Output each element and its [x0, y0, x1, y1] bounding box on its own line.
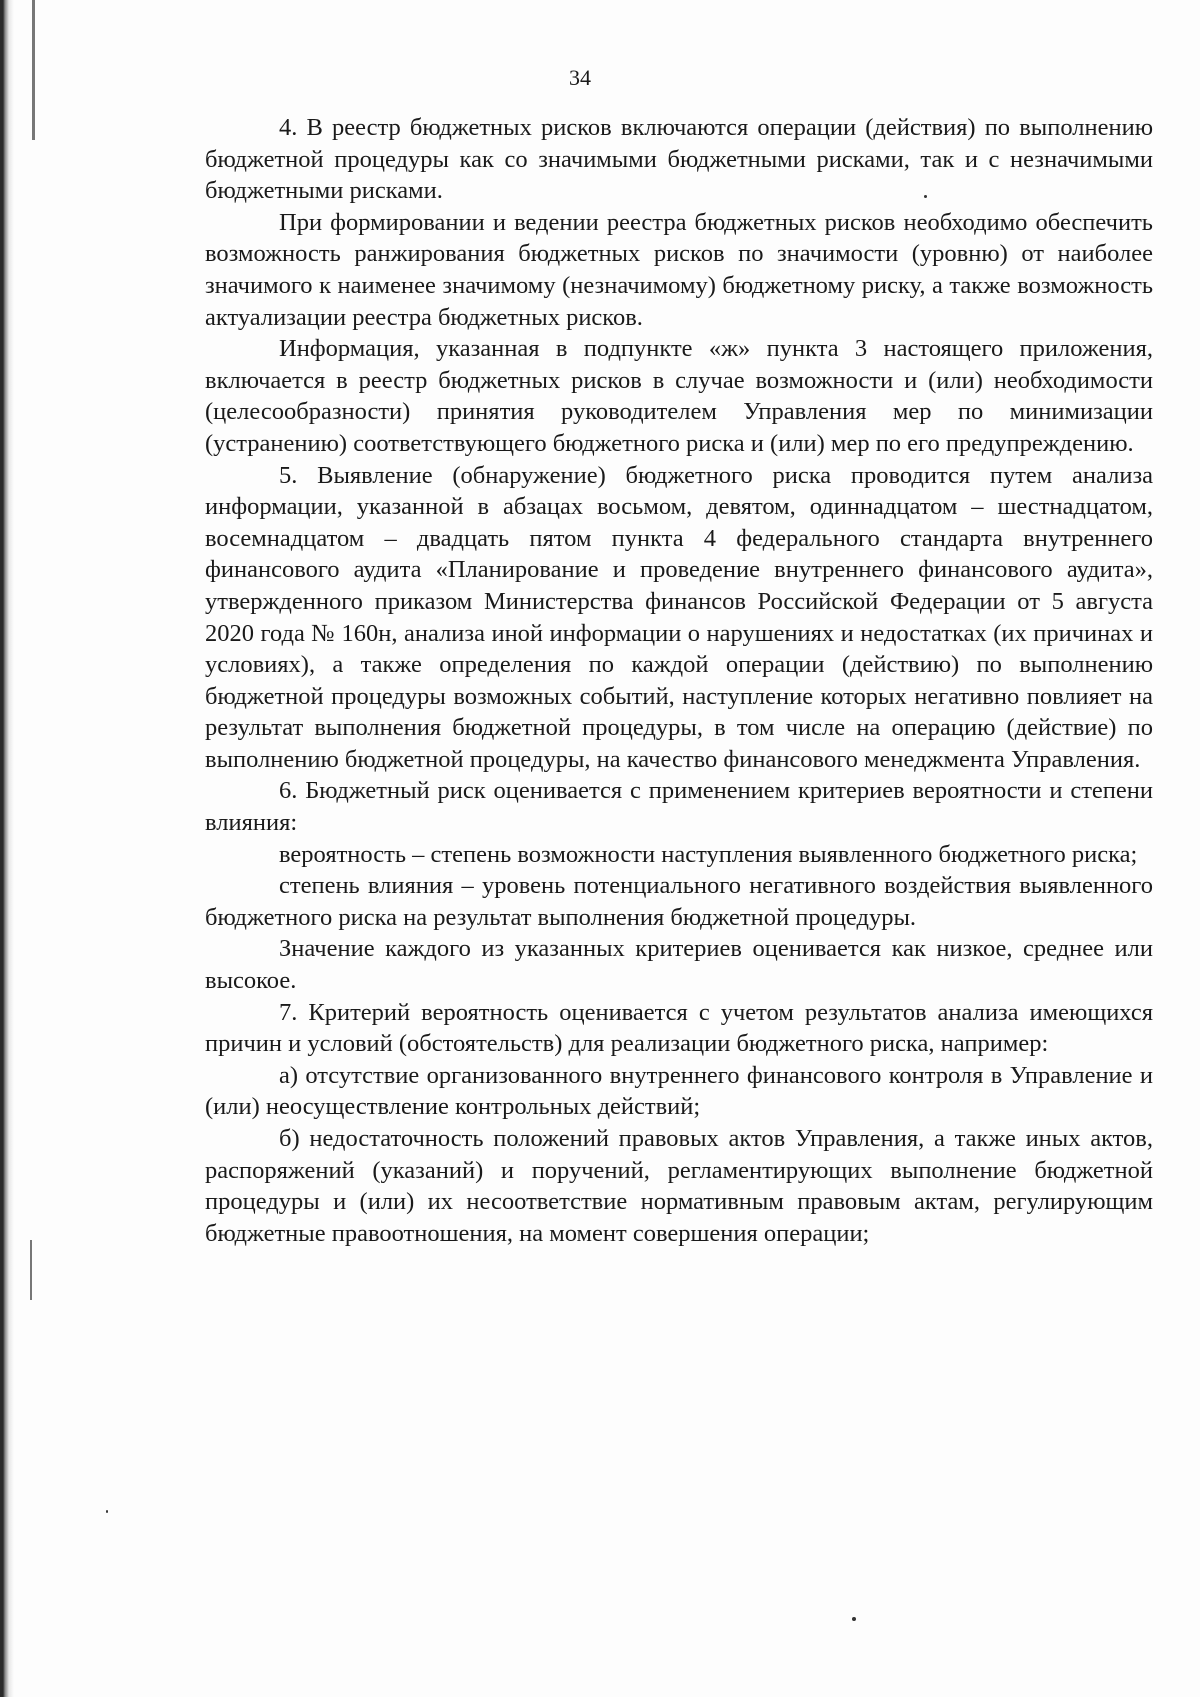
- paragraph: 7. Критерий вероятность оценивается с учетом результатов анализа имеющихся причин и условий (обстоятельств) для реализации бюджетного риска, например:: [205, 998, 1153, 1058]
- paragraph: Значение каждого из указанных критериев оценивается как низкое, среднее или высокое.: [205, 935, 1153, 995]
- paragraph: 5. Выявление (обнаружение) бюджетного риска проводится путем анализа информации, указанной в абзацах восьмом, девятом, одиннадцатом – шестнадцатом, восемнадцатом – двадцать пятом пункта 4 федерального стандарта внутреннего финансового аудита «Планирование и проведение внутреннего финансового аудита», утвержденного приказом Министерства финансов Российской Федерации от 5 августа 2020 года № 160н, анализа иной информации о нарушениях и недостатках (их причинах и условиях), а также определения по каждой операции (действию) по выполнению бюджетной процедуры возможных событий, наступление которых негативно повлияет на результат выполнения бюджетной процедуры, в том числе на операцию (действие) по выполнению бюджетной процедуры, на качество финансового менеджмента Управления.: [205, 461, 1153, 773]
- scan-speck: [852, 1617, 856, 1621]
- document-body: [205, 112, 1153, 1249]
- paragraph: 6. Бюджетный риск оценивается с применением критериев вероятности и степени влияния:: [205, 777, 1153, 837]
- paragraph: 4. В реестр бюджетных рисков включаются операции (действия) по выполнению бюджетной процедуры как со значимыми бюджетными рисками, так и с незначимыми бюджетными рисками.: [205, 114, 1153, 205]
- scan-speck: [106, 1510, 108, 1513]
- paragraph: б) недостаточность положений правовых актов Управления, а также иных актов, распоряжений (указаний) и поручений, регламентирующих выполнение бюджетной процедуры и (или) их несоответствие нормативным правовым актам, регулирующим бюджетные правоотношения, на момент совершения операции;: [205, 1125, 1153, 1247]
- scan-binding-edge: [0, 0, 14, 1697]
- page-number: 34: [569, 65, 591, 90]
- paragraph: а) отсутствие организованного внутреннего финансового контроля в Управление и (или) неосуществление контрольных действий;: [205, 1061, 1153, 1121]
- scan-speck: [924, 195, 927, 198]
- paragraph: степень влияния – уровень потенциального негативного воздействия выявленного бюджетного риска на результат выполнения бюджетной процедуры.: [205, 872, 1153, 931]
- scan-artifact: [30, 1240, 32, 1300]
- paragraph: вероятность – степень возможности наступления выявленного бюджетного риска;: [279, 840, 1138, 868]
- paragraph: Информация, указанная в подпункте «ж» пункта 3 настоящего приложения, включается в реестр бюджетных рисков в случае возможности и (или) необходимости (целесообразности) принятия руководителем Управления мер по минимизации (устранению) соответствующего бюджетного риска и (или) мер по его предупреждению.: [205, 335, 1153, 457]
- paragraph: При формировании и ведении реестра бюджетных рисков необходимо обеспечить возможность ранжирования бюджетных рисков по значимости (уровню) от наиболее значимого к наименее значимому (незначимому) бюджетному риску, а также возможность актуализации реестра бюджетных рисков.: [205, 208, 1153, 331]
